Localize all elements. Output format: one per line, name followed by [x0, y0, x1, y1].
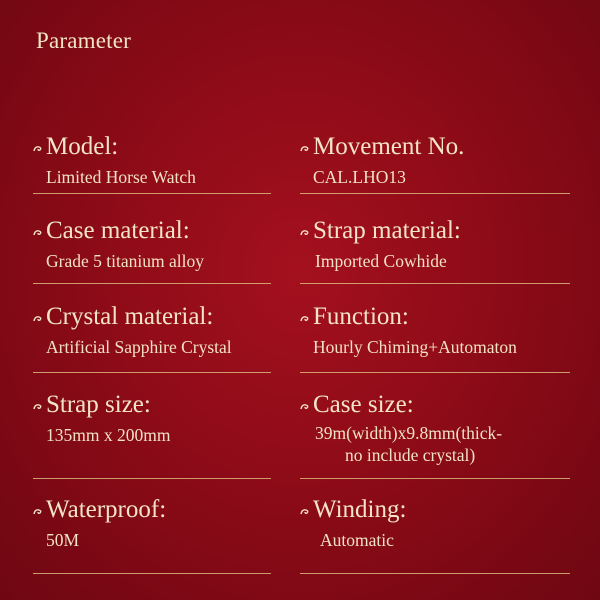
param-label: Function: [313, 303, 409, 330]
param-movement [300, 133, 464, 188]
swirl-ornament-icon [33, 402, 43, 412]
param-label: Movement No. [313, 133, 465, 160]
page-title: Parameter [36, 28, 132, 53]
param-value: Automatic [320, 530, 394, 550]
param-case-size [300, 391, 502, 466]
param-label: Winding: [313, 496, 407, 523]
swirl-ornament-icon [300, 507, 310, 517]
param-strap-material [300, 217, 461, 272]
param-label: Strap material: [313, 217, 461, 244]
param-value [315, 422, 502, 466]
swirl-ornament-icon [33, 228, 43, 238]
param-label: Model: [46, 133, 119, 160]
param-label: Waterproof: [46, 496, 167, 523]
divider [300, 478, 570, 479]
param-value-line-2: no include crystal) [345, 445, 476, 465]
param-crystal-material [33, 303, 232, 358]
swirl-ornament-icon [300, 402, 310, 412]
param-winding [300, 496, 406, 551]
param-value-line-1: 39m(width)x9.8mm(thick- [315, 423, 503, 443]
swirl-ornament-icon [33, 507, 43, 517]
divider [33, 283, 271, 284]
param-case-material [33, 217, 204, 272]
divider [300, 573, 570, 574]
divider [300, 283, 570, 284]
param-label: Crystal material: [46, 303, 214, 330]
param-value: Hourly Chiming+Automaton [313, 337, 517, 357]
param-value: Limited Horse Watch [46, 167, 196, 187]
swirl-ornament-icon [300, 228, 310, 238]
param-value: Artificial Sapphire Crystal [46, 337, 232, 357]
divider [300, 372, 570, 373]
divider [33, 478, 271, 479]
param-value: Imported Cowhide [315, 251, 447, 271]
param-label: Case material: [46, 217, 190, 244]
param-waterproof [33, 496, 166, 551]
swirl-ornament-icon [300, 144, 310, 154]
divider [33, 193, 271, 194]
swirl-ornament-icon [300, 314, 310, 324]
param-value: 135mm x 200mm [46, 425, 171, 445]
swirl-ornament-icon [33, 144, 43, 154]
param-model [33, 133, 196, 188]
param-strap-size [33, 391, 170, 446]
divider [33, 573, 271, 574]
divider [300, 193, 570, 194]
param-value: CAL.LHO13 [313, 167, 406, 187]
param-function [300, 303, 517, 358]
swirl-ornament-icon [33, 314, 43, 324]
param-value: 50M [46, 530, 80, 550]
param-label: Strap size: [46, 391, 151, 418]
divider [33, 372, 271, 373]
param-value: Grade 5 titanium alloy [46, 251, 204, 271]
param-label: Case size: [313, 391, 414, 418]
